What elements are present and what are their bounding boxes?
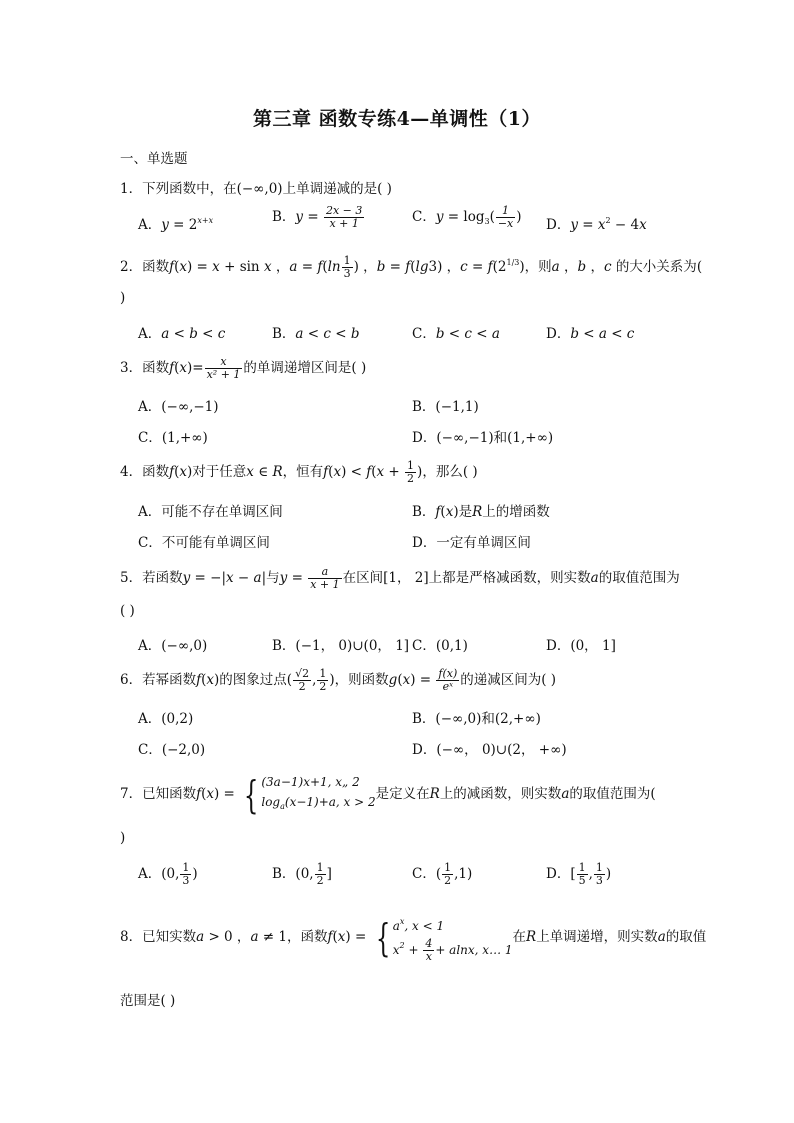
question-1 — [120, 177, 392, 197]
question-1-stem: 1．下列函数中，在 — [120, 181, 237, 197]
question-8-cont: 范围是( ) — [120, 993, 176, 1009]
page-title: 第三章 函数专练4—单调性（1） — [252, 108, 542, 130]
question-5: 5．若函数y = −|x − a|与y = $\frac{a}{x + 1}$ 在区间[1， 2]上都是严格减函数，则实数a的取值范围为 — [120, 565, 680, 592]
question-4: 4．函数f(x)对于任意x ∈ R，恒有f(x) < f(x + $\frac{1}{2}$ )，那么( ) — [120, 459, 478, 486]
q1-option-d: D．$y = x^2 - 4x$ — [546, 216, 647, 233]
q7-option-a: A．(0, $\frac{1}{3}$ ) — [138, 861, 198, 888]
q2-option-b: B．a < c < b — [272, 326, 360, 342]
q7-option-b: B．(0, $\frac{1}{2}$ ] — [272, 861, 332, 888]
q6-option-b: B．(−∞,0)和(2,+∞) — [412, 711, 541, 727]
question-1-interval: (−∞,0) — [236, 181, 283, 197]
q4-option-b: B．f(x)是R上的增函数 — [412, 504, 550, 520]
q2-option-d: D．b < a < c — [546, 326, 635, 342]
q2-option-a: A．a < b < c — [138, 326, 226, 342]
question-8: 8．已知实数a > 0 ，a ≠ 1，函数f(x) = { $a^x$, x < 1 $x^2$ + $\frac{4}{x}$ + alnx, x… 1在R上单调递增，则实数a的取值 — [120, 915, 707, 963]
q7-option-c: C．( $\frac{1}{2}$ ,1) — [412, 861, 473, 888]
q4-option-a: A．可能不存在单调区间 — [138, 504, 283, 520]
q5-option-d: D．(0， 1] — [546, 638, 616, 654]
question-5-cont: ( ) — [120, 603, 135, 619]
q4-option-d: D．一定有单调区间 — [412, 535, 531, 551]
q5-option-b: B．(−1， 0)∪(0， 1] — [272, 638, 410, 654]
q2-option-c: C．b < c < a — [412, 326, 500, 342]
q3-option-c: C．(1,+∞) — [138, 430, 208, 446]
question-3: 3．函数f(x)= $\frac{x}{\text{x² + 1}}$ 的单调递增区间是( ) — [120, 355, 367, 382]
question-7: 7．已知函数f(x) = { (3a−1)x+1, x„ 2 $\log_a(x-1)+a$, x > 2是定义在R上的减函数，则实数a的取值范围为( — [120, 772, 656, 817]
question-2: 2．函数f(x) = x + sin x ，a = f(ln $\frac{1}{3}$ ) ，b = f(lg3) ，$c = f(2^{1/3})$，则a ，b ，c 的大小关系为( — [120, 254, 703, 281]
q1-option-c: C．$y = \log_3$( $\frac{1}{-x}$ ) — [412, 204, 522, 231]
q5-option-c: C．(0,1) — [412, 638, 468, 654]
q5-option-a: A．(−∞,0) — [138, 638, 208, 654]
q6-option-a: A．(0,2) — [138, 711, 194, 727]
question-1-stem-end: 上单调递减的是( ) — [282, 181, 392, 197]
q7-option-d: D．[ $\frac{1}{5}$ , $\frac{1}{3}$ ) — [546, 861, 612, 888]
section-heading: 一、单选题 — [120, 151, 188, 167]
q1-option-a: A．$y = 2^{x+x}$ — [138, 216, 214, 233]
question-7-cont: ) — [120, 830, 126, 846]
q6-option-d: D．(−∞， 0)∪(2， +∞) — [412, 742, 567, 758]
q4-option-c: C．不可能有单调区间 — [138, 535, 270, 551]
q3-option-b: B．(−1,1) — [412, 399, 479, 415]
q6-option-c: C．(−2,0) — [138, 742, 206, 758]
q3-option-a: A．(−∞,−1) — [138, 399, 219, 415]
q1-option-b: B．y = $\frac{2x - 3}{x + 1}$ — [272, 204, 363, 231]
q3-option-d: D．(−∞,−1)和(1,+∞) — [412, 430, 554, 446]
question-6: 6．若幂函数f(x)的图象过点( $\frac{√2}{2}$ , $\frac{1}{2}$ )，则函数g(x) = $\frac{f(x)}{\text{eˣ}}$ 的递减区间为( ) — [120, 667, 557, 694]
question-2-cont: ) — [120, 290, 126, 306]
